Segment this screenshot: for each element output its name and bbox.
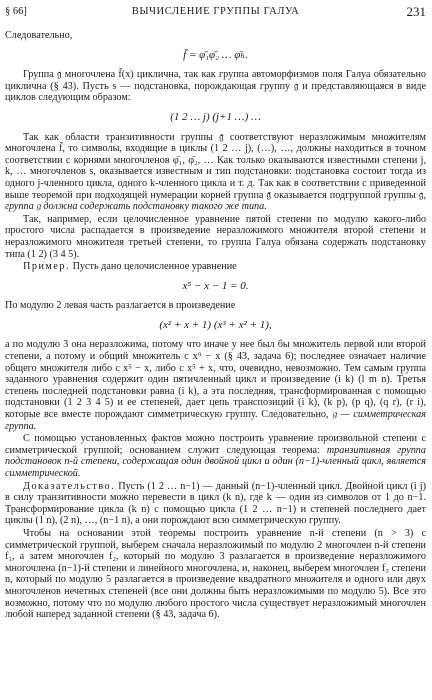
example-label: Пример. [23,261,71,273]
page-body [5,30,426,622]
paragraph [5,481,426,527]
emphasis-text: 𝔤 — симметрическая группа. [5,409,426,432]
formula: (1 2 … j) (j+1 …) … [170,110,261,123]
paragraph: Чтобы на основании этой теоремы построить уравнение n-й степени (n > 3) с симметрической группой, выберем сначала неразложимый по модулю 2 многочлен n-й степени f₁, а затем многочлен f₂, который по модулю 3 разлагается в произведение неразложимого многочлена (n−1)-й степени и линейного многочлена, и, наконец, выберем многочлен f₃ степени n, который по модулю 5 разлагается в произведение квадратного множителя и одного или двух многочленов нечетных степеней (все они должны быть неразложимыми по модулю 5). Все это возможно, потому что по модулю любого простого числа существует неразложимый многочлен любой наперед заданной степени (§ 43, задача 6). [5,527,426,621]
paragraph [5,433,426,479]
paragraph [5,339,426,432]
emphasis-text: транзитивная группа подстановок n-й степени, содержащая один двойной цикл и один (n−1)-членный цикл, является симметрической. [5,444,426,479]
paragraph: Группа 𝔤 многочлена f̄(x) циклична, так как группа автоморфизмов поля Галуа обязательно циклична (§ 43). Пусть s — подстановка, порождающая группу 𝔤 и представляющаяся в виде циклов следующим образом: [5,69,426,104]
section-ref: § 66] [5,6,27,17]
running-header [5,6,426,22]
paragraph-text: Пусть дано целочисленное уравнение [72,261,237,273]
page-number: 231 [406,4,426,19]
proof-label: Доказательство. [23,480,116,492]
paragraph-text: С помощью установленных фактов можно построить уравнение произвольной степени с симметрической группой; основанием служит следующая теорема: [5,433,426,456]
paragraph: По модулю 2 левая часть разлагается в произведение [5,300,236,312]
paragraph [5,132,426,213]
header-title: ВЫЧИСЛЕНИЕ ГРУППЫ ГАЛУА [131,6,300,17]
paragraph-text: Так как области транзитивности группы 𝔤̄ соответствуют неразложимым множителям многочлена f̄, то символы, входящие в циклы (1 2 … j), (…), …, должны находиться в точном соответствии с корнями многочленов φ̄₁, φ̄₂, … Как только оказываются известными степени j, k, … многочленов s, оказывается известным и тип подстановки: подстановка состоит тогда из одного j-членного цикла, одного k-членного цикла и т. д. Так как в соответствии с приведенной выше теоремой при подходящей нумерации корней группа 𝔤̄ оказывается подгруппой группы 𝔤, [5,131,426,201]
paragraph-text: а по модулю 3 она неразложима, потому что иначе у нее был бы множитель первой или второй степени, а потому и общий множитель с x⁹ − x (§ 43, задача 6); последнее означает наличие общего множителя либо с x⁵ − x, либо с x⁵ + x, что, очевидно, невозможно. Тем самым группа заданного уравнения содержит один пятичленный цикл и произведение (i k) (l m n). Третья степень последней подстановки равна (i k), а эта последняя, трансформированная с помощью подстановки (1 2 3 4 5) и ее степеней, дает цепь транспозиций (i k), (k p), (p q), (q r), (r i), которые все вместе порождают симметрическую группу. Следовательно, [5,339,426,421]
paragraph: Следовательно, [5,30,73,41]
formula: f̄ = φ̄₁φ̄₂ … φ̄ₕ. [183,48,248,61]
paragraph [5,261,426,273]
emphasis-text: группа 𝔤 должна содержать подстановку такого же типа. [5,201,267,213]
paragraph-text: Пусть (1 2 … n−1) — данный (n−1)-членный цикл. Двойной цикл (i j) в силу транзитивности можно перевести в цикл (k n), где k — один из символов от 1 до n−1. Трансформирование цикла (k n) с помощью цикла (1 2 … n−1) и степеней последнего дает циклы (1 n), (2 n), …, (n−1 n), а они порождают всю симметрическую группу. [5,480,426,527]
paragraph: Так, например, если целочисленное уравнение пятой степени по модулю какого-либо простого числа распадается в произведение неразложимого множителя второй степени и неразложимого множителя третьей степени, то группа Галуа обязана содержать подстановку типа (1 2) (3 4 5). [5,213,426,260]
formula: x⁵ − x − 1 = 0. [182,279,249,292]
formula: (x² + x + 1) (x³ + x² + 1), [159,318,272,331]
